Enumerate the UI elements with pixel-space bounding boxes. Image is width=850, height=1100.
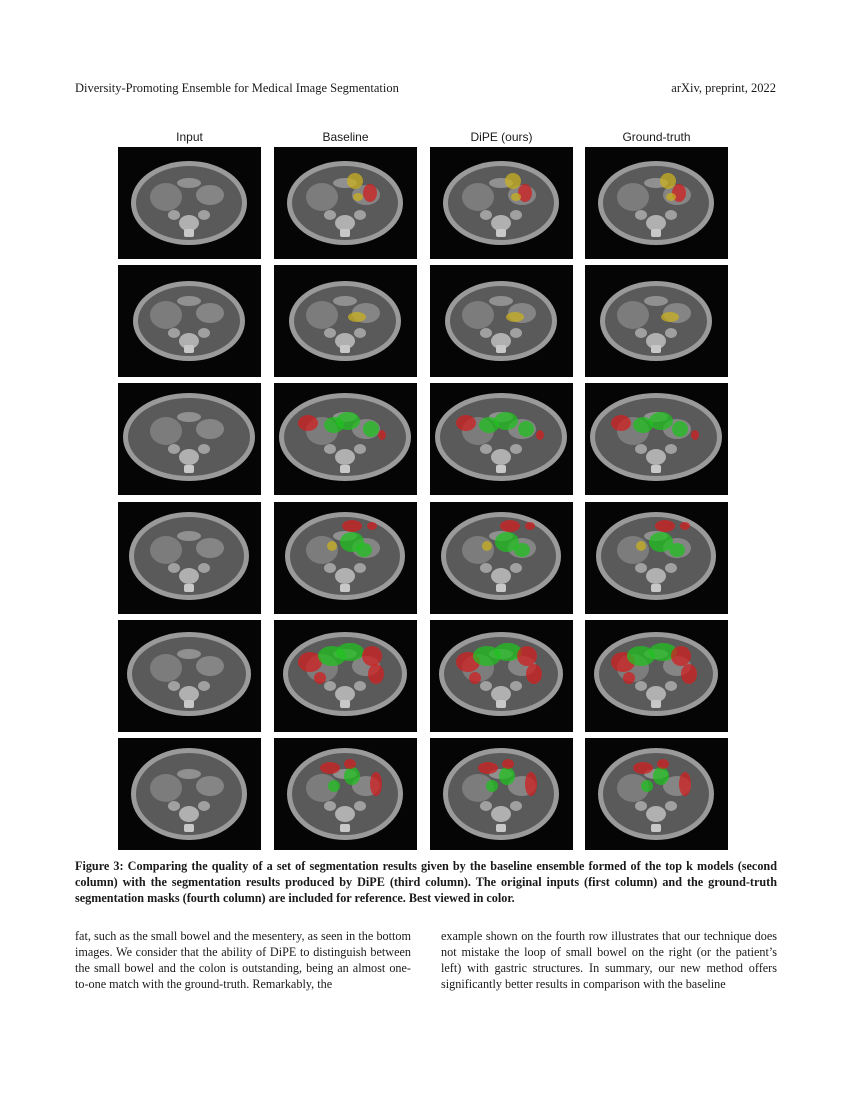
mri-panel-input [118, 383, 261, 495]
mri-panel-baseline [274, 147, 417, 259]
organ-structure [491, 686, 511, 702]
organ-structure [150, 417, 182, 445]
organ-structure [354, 444, 366, 454]
mri-image [118, 147, 261, 259]
organ-structure [198, 444, 210, 454]
organ-structure [491, 449, 511, 465]
spine [340, 584, 350, 592]
organ-structure [324, 801, 336, 811]
organ-structure [168, 563, 180, 573]
organ-structure [646, 686, 666, 702]
organ-structure [168, 210, 180, 220]
organ-structure [646, 215, 666, 231]
column-header-dipe: DiPE (ours) [470, 130, 533, 144]
spine [651, 584, 661, 592]
mri-panel-input [118, 620, 261, 732]
spine [340, 465, 350, 473]
segmentation-mask-spleen [691, 430, 699, 440]
mri-image [118, 738, 261, 850]
organ-structure [665, 681, 677, 691]
organ-structure [510, 801, 522, 811]
organ-structure [150, 774, 182, 802]
running-header [75, 81, 776, 97]
mri-panel-ground-truth [585, 147, 728, 259]
organ-structure [335, 568, 355, 584]
spine [496, 229, 506, 237]
segmentation-mask-spleen [500, 520, 520, 532]
organ-structure [635, 210, 647, 220]
organ-structure [179, 806, 199, 822]
organ-structure [510, 563, 522, 573]
mri-panel-baseline [274, 620, 417, 732]
segmentation-mask-spleen [342, 520, 362, 532]
segmentation-mask-spleen [526, 664, 542, 684]
segmentation-mask-bowel [363, 421, 379, 437]
organ-structure [196, 776, 224, 796]
organ-structure [198, 681, 210, 691]
segmentation-mask-spleen [680, 522, 690, 530]
segmentation-mask-spleen [536, 430, 544, 440]
organ-structure [354, 681, 366, 691]
organ-structure [491, 568, 511, 584]
organ-structure [335, 215, 355, 231]
organ-structure [150, 183, 182, 211]
organ-structure [354, 328, 366, 338]
spine [184, 345, 194, 353]
organ-structure [198, 210, 210, 220]
segmentation-mask-liver [347, 173, 363, 189]
mri-panel-baseline [274, 502, 417, 614]
mri-image [118, 502, 261, 614]
mri-image [274, 502, 417, 614]
mri-panel-input [118, 265, 261, 377]
organ-structure [617, 536, 649, 564]
figure-caption: Figure 3: Comparing the quality of a set of segmentation results given by the baseline ensemble formed of the top k models (second column) with the segmentation results produced by DiPE (third column). The original inputs (first column) and the ground-truth segmentation masks (fourth column) are included for reference. Best viewed in color. [75, 859, 777, 905]
organ-structure [354, 210, 366, 220]
column-header-input: Input [176, 130, 203, 144]
organ-structure [306, 183, 338, 211]
spine [184, 824, 194, 832]
segmentation-mask-spleen [367, 522, 377, 530]
segmentation-mask-bowel [514, 543, 530, 557]
mri-panel-dipe [430, 738, 573, 850]
segmentation-mask-spleen [633, 762, 653, 774]
mri-image [430, 265, 573, 377]
organ-structure [510, 681, 522, 691]
organ-structure [324, 681, 336, 691]
segmentation-mask-spleen [502, 759, 514, 769]
organ-structure [179, 568, 199, 584]
segmentation-mask-bowel [649, 412, 673, 430]
mri-image [430, 620, 573, 732]
mri-panel-input [118, 502, 261, 614]
segmentation-mask-spleen [525, 772, 537, 796]
mri-panel-ground-truth [585, 502, 728, 614]
segmentation-figure [118, 130, 730, 146]
segmentation-mask-bowel [518, 421, 534, 437]
segmentation-mask-bowel [672, 421, 688, 437]
organ-structure [665, 801, 677, 811]
spine [496, 584, 506, 592]
mri-image [274, 383, 417, 495]
organ-structure [635, 681, 647, 691]
organ-structure [168, 681, 180, 691]
organ-structure [635, 328, 647, 338]
organ-structure [491, 215, 511, 231]
organ-structure [480, 210, 492, 220]
column-header-ground-truth: Ground-truth [622, 130, 691, 144]
mri-panel-baseline [274, 265, 417, 377]
organ-structure [324, 444, 336, 454]
organ-structure [646, 568, 666, 584]
segmentation-mask-spleen [298, 415, 318, 431]
segmentation-mask-bowel [641, 780, 653, 792]
mri-image [118, 383, 261, 495]
organ-structure [354, 801, 366, 811]
mri-image [430, 738, 573, 850]
organ-structure [177, 296, 201, 306]
spine [340, 700, 350, 708]
organ-structure [179, 449, 199, 465]
spine [651, 700, 661, 708]
spine [184, 229, 194, 237]
mri-panel-ground-truth [585, 383, 728, 495]
mri-panel-baseline [274, 383, 417, 495]
mri-image [585, 383, 728, 495]
segmentation-mask-spleen [320, 762, 340, 774]
spine [496, 345, 506, 353]
mri-image [430, 502, 573, 614]
spine [496, 465, 506, 473]
organ-structure [646, 449, 666, 465]
segmentation-mask-spleen [671, 646, 691, 666]
spine [184, 584, 194, 592]
mri-image [585, 265, 728, 377]
organ-structure [491, 806, 511, 822]
segmentation-mask-liver [661, 312, 679, 322]
mri-panel-dipe [430, 147, 573, 259]
mri-image [274, 620, 417, 732]
organ-structure [306, 301, 338, 329]
mri-image [430, 147, 573, 259]
organ-structure [177, 178, 201, 188]
segmentation-mask-liver [482, 541, 492, 551]
organ-structure [196, 656, 224, 676]
organ-structure [665, 563, 677, 573]
organ-structure [665, 210, 677, 220]
organ-structure [635, 801, 647, 811]
organ-structure [198, 801, 210, 811]
segmentation-mask-liver [348, 312, 366, 322]
spine [340, 824, 350, 832]
segmentation-mask-liver [353, 193, 363, 201]
segmentation-mask-spleen [370, 772, 382, 796]
organ-structure [480, 328, 492, 338]
segmentation-mask-spleen [344, 759, 356, 769]
organ-structure [150, 301, 182, 329]
segmentation-mask-spleen [363, 184, 377, 202]
segmentation-mask-spleen [368, 664, 384, 684]
mri-panel-dipe [430, 502, 573, 614]
organ-structure [198, 328, 210, 338]
mri-panel-dipe [430, 383, 573, 495]
spine [184, 465, 194, 473]
segmentation-mask-spleen [681, 664, 697, 684]
organ-structure [177, 412, 201, 422]
segmentation-mask-liver [636, 541, 646, 551]
mri-panel-dipe [430, 620, 573, 732]
column-header-baseline: Baseline [322, 130, 369, 144]
organ-structure [480, 563, 492, 573]
organ-structure [335, 806, 355, 822]
organ-structure [510, 444, 522, 454]
organ-structure [335, 449, 355, 465]
spine [496, 824, 506, 832]
organ-structure [480, 681, 492, 691]
venue-label: arXiv, preprint, 2022 [671, 81, 776, 95]
segmentation-mask-spleen [657, 759, 669, 769]
organ-structure [324, 563, 336, 573]
organ-structure [196, 185, 224, 205]
organ-structure [324, 328, 336, 338]
organ-structure [665, 444, 677, 454]
segmentation-mask-spleen [469, 672, 481, 684]
segmentation-mask-spleen [378, 430, 386, 440]
organ-structure [196, 538, 224, 558]
segmentation-mask-liver [511, 193, 521, 201]
spine [340, 345, 350, 353]
segmentation-mask-bowel [328, 780, 340, 792]
segmentation-mask-bowel [486, 780, 498, 792]
organ-structure [646, 806, 666, 822]
mri-image [585, 147, 728, 259]
paper-title: Diversity-Promoting Ensemble for Medical Image Segmentation [75, 81, 399, 95]
segmentation-mask-bowel [336, 412, 360, 430]
mri-panel-input [118, 147, 261, 259]
organ-structure [644, 296, 668, 306]
segmentation-mask-bowel [336, 643, 364, 661]
organ-structure [635, 444, 647, 454]
organ-structure [617, 301, 649, 329]
spine [184, 700, 194, 708]
organ-structure [489, 296, 513, 306]
organ-structure [177, 649, 201, 659]
column-headers [118, 130, 730, 146]
segmentation-mask-liver [327, 541, 337, 551]
organ-structure [510, 328, 522, 338]
mri-image [118, 620, 261, 732]
segmentation-mask-spleen [525, 522, 535, 530]
organ-structure [354, 563, 366, 573]
spine [651, 824, 661, 832]
segmentation-mask-bowel [494, 412, 518, 430]
spine [340, 229, 350, 237]
segmentation-mask-liver [660, 173, 676, 189]
organ-structure [335, 686, 355, 702]
organ-structure [177, 769, 201, 779]
mri-image [118, 265, 261, 377]
segmentation-mask-spleen [623, 672, 635, 684]
organ-structure [150, 536, 182, 564]
segmentation-mask-spleen [679, 772, 691, 796]
body-text-left: fat, such as the small bowel and the mesentery, as seen in the bottom images. We consider that the ability of DiPE to distinguish between the small bowel and the colon is outstanding, being an almost one-to-one match with the ground-truth. Remarkably, the [75, 929, 411, 991]
segmentation-mask-spleen [517, 646, 537, 666]
organ-structure [462, 183, 494, 211]
segmentation-mask-spleen [518, 184, 532, 202]
segmentation-mask-liver [505, 173, 521, 189]
organ-structure [168, 801, 180, 811]
organ-structure [168, 444, 180, 454]
spine [651, 229, 661, 237]
mri-image [274, 738, 417, 850]
organ-structure [635, 563, 647, 573]
mri-image [585, 502, 728, 614]
organ-structure [617, 183, 649, 211]
segmentation-mask-spleen [611, 415, 631, 431]
organ-structure [510, 210, 522, 220]
organ-structure [177, 531, 201, 541]
segmentation-mask-spleen [362, 646, 382, 666]
mri-panel-ground-truth [585, 620, 728, 732]
organ-structure [179, 215, 199, 231]
segmentation-mask-bowel [356, 543, 372, 557]
segmentation-mask-bowel [344, 767, 360, 785]
mri-image [274, 265, 417, 377]
organ-structure [150, 654, 182, 682]
segmentation-mask-bowel [499, 767, 515, 785]
segmentation-mask-liver [666, 193, 676, 201]
segmentation-mask-spleen [314, 672, 326, 684]
mri-panel-ground-truth [585, 738, 728, 850]
organ-structure [480, 444, 492, 454]
segmentation-mask-liver [506, 312, 524, 322]
body-text-right: example shown on the fourth row illustrates that our technique does not mistake the loop of small bowel on the right (or the patient’s left) with gastric structures. In summary, our new method offers significantly better results in comparison with the baseline [441, 929, 777, 991]
mri-image [585, 738, 728, 850]
segmentation-mask-bowel [669, 543, 685, 557]
organ-structure [196, 303, 224, 323]
segmentation-mask-spleen [478, 762, 498, 774]
organ-structure [168, 328, 180, 338]
segmentation-mask-spleen [655, 520, 675, 532]
mri-image [430, 383, 573, 495]
organ-structure [179, 686, 199, 702]
organ-structure [462, 301, 494, 329]
organ-structure [196, 419, 224, 439]
spine [651, 345, 661, 353]
organ-structure [665, 328, 677, 338]
mri-panel-input [118, 738, 261, 850]
organ-structure [324, 210, 336, 220]
organ-structure [198, 563, 210, 573]
mri-image [274, 147, 417, 259]
mri-panel-ground-truth [585, 265, 728, 377]
organ-structure [333, 296, 357, 306]
spine [651, 465, 661, 473]
mri-panel-dipe [430, 265, 573, 377]
segmentation-mask-bowel [653, 767, 669, 785]
mri-panel-baseline [274, 738, 417, 850]
spine [496, 700, 506, 708]
segmentation-mask-spleen [456, 415, 476, 431]
mri-image [585, 620, 728, 732]
organ-structure [480, 801, 492, 811]
